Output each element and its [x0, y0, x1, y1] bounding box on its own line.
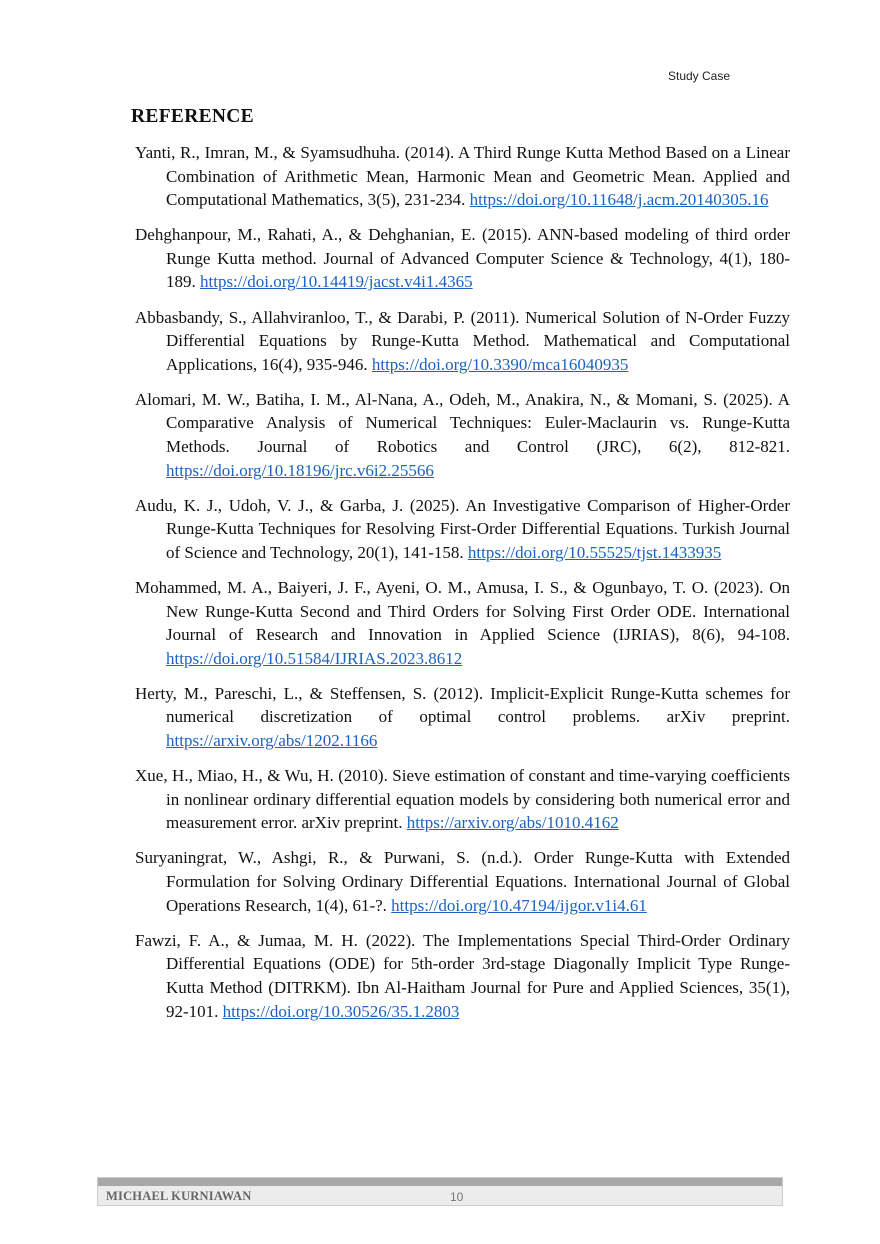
reference-link[interactable]: https://arxiv.org/abs/1010.4162: [406, 813, 619, 833]
reference-text: Xue, H., Miao, H., & Wu, H. (2010). Sieve estimation of constant and time-varying coefficients in nonlinear ordinary differential equation models by considering both numerical error and measurement error. arXiv preprint.: [135, 766, 790, 833]
reference-item: [135, 929, 790, 1023]
reference-item: [135, 764, 790, 835]
reference-text: Abbasbandy, S., Allahviranloo, T., & Darabi, P. (2011). Numerical Solution of N-Order Fuzzy Differential Equations by Runge-Kutta Method. Mathematical and Computational Applications, 16(4), 935-946.: [135, 307, 790, 374]
reference-item: [135, 388, 790, 482]
reference-link[interactable]: https://arxiv.org/abs/1202.1166: [166, 731, 378, 751]
page-number: 10: [450, 1190, 464, 1204]
reference-item: [135, 494, 790, 565]
reference-text: Yanti, R., Imran, M., & Syamsudhuha. (2014). A Third Runge Kutta Method Based on a Linear Combination of Arithmetic Mean, Harmonic Mean and Geometric Mean. Applied and Computational Mathematics, 3(5), 231-234.: [135, 143, 790, 210]
reference-text: Herty, M., Pareschi, L., & Steffensen, S. (2012). Implicit-Explicit Runge-Kutta schemes for numerical discretization of optimal control problems. arXiv preprint.: [135, 683, 790, 727]
reference-text: Audu, K. J., Udoh, V. J., & Garba, J. (2025). An Investigative Comparison of Higher-Order Runge-Kutta Techniques for Resolving First-Order Differential Equations. Turkish Journal of Science and Technology, 20(1), 141-158.: [135, 495, 790, 562]
reference-link[interactable]: https://doi.org/10.51584/IJRIAS.2023.8612: [166, 648, 463, 668]
reference-link[interactable]: https://doi.org/10.30526/35.1.2803: [222, 1001, 460, 1021]
page-header: Study Case: [668, 69, 731, 83]
reference-text: Suryaningrat, W., Ashgi, R., & Purwani, S. (n.d.). Order Runge-Kutta with Extended Formulation for Solving Ordinary Differential Equations. International Journal of Global Operations Research, 1(4), 61-?.: [135, 848, 790, 915]
reference-link[interactable]: https://doi.org/10.47194/ijgor.v1i4.61: [391, 895, 647, 915]
reference-item: [135, 682, 790, 753]
page-footer: [97, 1177, 783, 1206]
reference-item: [135, 141, 790, 212]
reference-item: [135, 223, 790, 294]
reference-link[interactable]: https://doi.org/10.18196/jrc.v6i2.25566: [166, 460, 434, 480]
reference-text: Fawzi, F. A., & Jumaa, M. H. (2022). The Implementations Special Third-Order Ordinary Differential Equations (ODE) for 5th-order 3rd-stage Diagonally Implicit Type Runge-Kutta Method (DITRKM). Ibn Al-Haitham Journal for Pure and Applied Sciences, 35(1), 92-101.: [135, 930, 790, 1021]
reference-item: [135, 306, 790, 377]
footer-bar: [98, 1178, 782, 1186]
reference-item: [135, 846, 790, 917]
reference-list: [135, 141, 790, 1035]
reference-link[interactable]: https://doi.org/10.55525/tjst.1433935: [467, 542, 722, 562]
reference-text: Dehghanpour, M., Rahati, A., & Dehghanian, E. (2015). ANN-based modeling of third order Runge Kutta method. Journal of Advanced Computer Science & Technology, 4(1), 180-189.: [135, 225, 790, 292]
reference-link[interactable]: https://doi.org/10.14419/jacst.v4i1.4365: [200, 272, 473, 292]
reference-text: Alomari, M. W., Batiha, I. M., Al-Nana, A., Odeh, M., Anakira, N., & Momani, S. (2025). A Comparative Analysis of Numerical Techniques: Euler-Maclaurin vs. Runge-Kutta Methods. Journal of Robotics and Control (JRC), 6(2), 812-821.: [135, 389, 790, 457]
footer-author: MICHAEL KURNIAWAN: [106, 1189, 252, 1203]
reference-item: [135, 576, 790, 670]
reference-text: Mohammed, M. A., Baiyeri, J. F., Ayeni, O. M., Amusa, I. S., & Ogunbayo, T. O. (2023). On New Runge-Kutta Second and Third Orders for Solving First Order ODE. International Journal of Research and Innovation in Applied Science (IJRIAS), 8(6), 94-108.: [135, 578, 790, 645]
reference-link[interactable]: https://doi.org/10.3390/mca16040935: [371, 354, 629, 374]
reference-link[interactable]: https://doi.org/10.11648/j.acm.20140305.16: [469, 190, 769, 210]
section-title: REFERENCE: [131, 106, 254, 127]
